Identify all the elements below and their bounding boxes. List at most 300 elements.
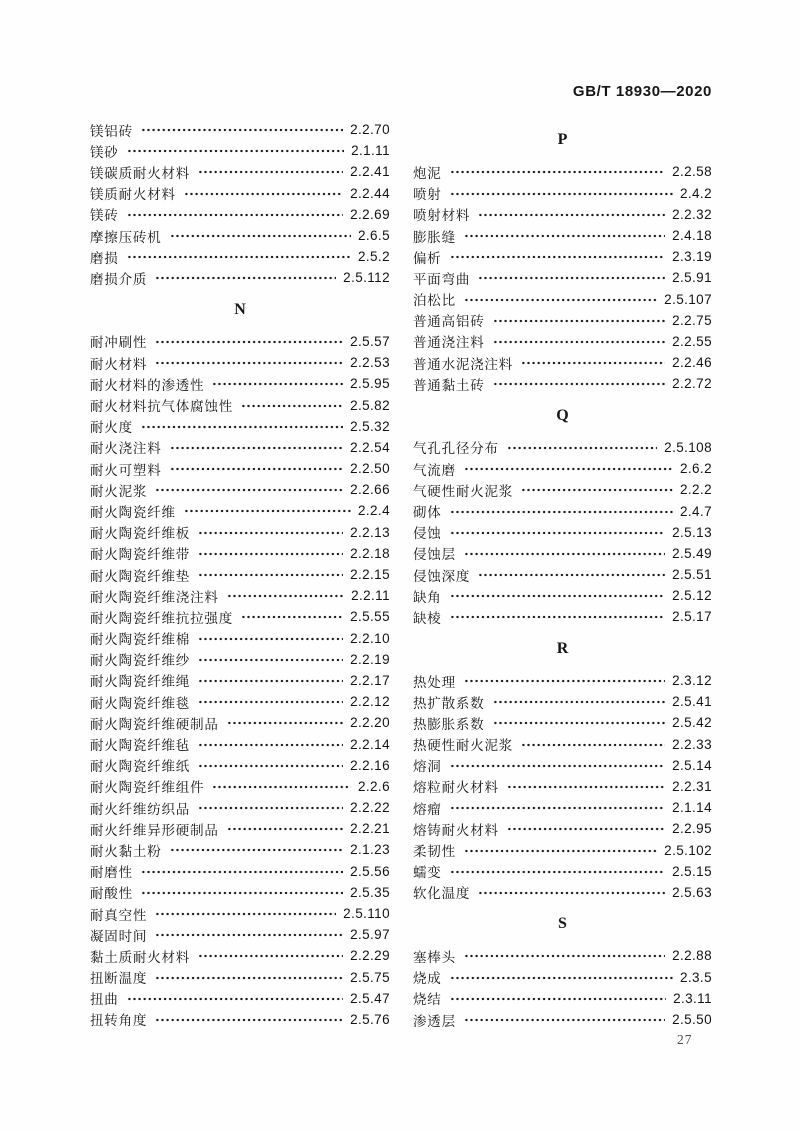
entry-clause-number: 2.2.10 (350, 630, 390, 646)
index-entry (90, 543, 390, 564)
entry-clause-number: 2.2.55 (672, 333, 712, 349)
entry-term: 熔瘤 (413, 801, 442, 817)
entry-term: 耐火陶瓷纤维棉 (90, 632, 191, 648)
index-entry (90, 691, 390, 712)
dot-leader (228, 721, 343, 725)
entry-term: 泊松比 (413, 293, 456, 309)
index-entry (413, 437, 712, 458)
index-entry (413, 945, 712, 966)
entry-clause-number: 2.5.50 (672, 1012, 712, 1028)
dot-leader (199, 573, 343, 577)
entry-term: 耐火纤维异形硬制品 (90, 822, 219, 838)
entry-term: 熔洞 (413, 759, 442, 775)
entry-clause-number: 2.5.14 (672, 757, 712, 773)
entry-clause-number: 2.5.15 (672, 863, 712, 879)
index-entry (413, 522, 712, 543)
index-entry (413, 289, 712, 310)
index-entry (413, 1009, 712, 1030)
entry-term: 磨损 (90, 250, 119, 266)
dot-leader (128, 213, 343, 217)
entry-term: 耐火陶瓷纤维浇注料 (90, 589, 219, 605)
entry-term: 渗透层 (413, 1013, 456, 1029)
dot-leader (508, 785, 665, 789)
entry-clause-number: 2.5.91 (672, 270, 712, 286)
dot-leader (128, 255, 351, 259)
index-entry (413, 458, 712, 479)
index-entry (413, 267, 712, 288)
index-entry (413, 543, 712, 564)
index-entry (90, 924, 390, 945)
entry-clause-number: 2.2.31 (672, 778, 712, 794)
dot-leader (494, 340, 666, 344)
entry-clause-number: 2.5.13 (672, 524, 712, 540)
entry-term: 耐火陶瓷纤维抗拉强度 (90, 610, 233, 626)
index-entry (413, 670, 712, 691)
section-header-P (413, 119, 712, 161)
dot-leader (451, 806, 665, 810)
index-entry (90, 776, 390, 797)
entry-term: 砌体 (413, 505, 442, 520)
index-entry (90, 416, 390, 437)
dot-leader (494, 721, 666, 725)
entry-clause-number: 2.2.44 (350, 185, 390, 201)
entry-term: 镁碳质耐火材料 (90, 165, 191, 181)
dot-leader (479, 573, 665, 577)
dot-leader (451, 170, 665, 174)
entry-term: 镁铝砖 (90, 123, 133, 139)
entry-clause-number: 2.6.5 (357, 228, 390, 244)
entry-clause-number: 2.5.56 (350, 863, 390, 879)
page-number: 27 (677, 1032, 693, 1047)
dot-leader (465, 1018, 665, 1022)
entry-clause-number: 2.2.18 (350, 545, 390, 561)
index-entry (413, 691, 712, 712)
entry-term: 镁砖 (90, 208, 119, 224)
index-entry (90, 818, 390, 839)
dot-leader (451, 764, 665, 768)
dot-leader (451, 976, 673, 980)
entry-term: 熔铸耐火材料 (413, 822, 499, 838)
index-entry (413, 755, 712, 776)
entry-clause-number: 2.2.53 (350, 355, 390, 371)
entry-term: 平面弯曲 (413, 271, 471, 287)
index-entry (90, 733, 390, 754)
index-entry (90, 882, 390, 903)
entry-term: 软化温度 (413, 886, 471, 902)
entry-term: 耐火陶瓷纤维带 (90, 547, 191, 563)
entry-clause-number: 2.2.20 (350, 715, 390, 731)
dot-leader (199, 658, 343, 662)
entry-clause-number: 2.5.75 (350, 969, 390, 985)
index-entry (90, 712, 390, 733)
dot-leader (156, 976, 343, 980)
index-entry (90, 394, 390, 415)
section-letter: N (234, 300, 246, 318)
entry-term: 扭断温度 (90, 971, 148, 987)
dot-leader (465, 467, 673, 471)
entry-clause-number: 2.2.75 (672, 312, 712, 328)
index-entry (413, 331, 712, 352)
entry-term: 偏析 (413, 250, 442, 266)
entry-clause-number: 2.5.82 (350, 397, 390, 413)
dot-leader (465, 849, 657, 853)
index-entry (90, 225, 390, 246)
dot-leader (522, 488, 673, 492)
entry-clause-number: 2.5.49 (672, 545, 712, 561)
entry-clause-number: 2.2.58 (672, 164, 712, 180)
index-entry (90, 988, 390, 1009)
index-entry (413, 161, 712, 182)
dot-leader (494, 382, 666, 386)
dot-leader (128, 149, 344, 153)
dot-leader (213, 382, 343, 386)
dot-leader (156, 933, 343, 937)
entry-clause-number: 2.2.66 (350, 482, 390, 498)
entry-clause-number: 2.4.7 (679, 503, 712, 519)
dot-leader (451, 594, 665, 598)
entry-term: 普通浇注料 (413, 335, 485, 351)
entry-clause-number: 2.5.55 (350, 609, 390, 625)
entry-term: 扭转角度 (90, 1013, 148, 1029)
dot-leader (465, 679, 665, 683)
entry-clause-number: 2.5.47 (350, 990, 390, 1006)
entry-term: 耐火陶瓷纤维 (90, 504, 176, 520)
index-entry (413, 882, 712, 903)
entry-clause-number: 2.6.2 (679, 461, 712, 477)
entry-clause-number: 2.2.6 (357, 778, 390, 794)
entry-clause-number: 2.5.41 (672, 694, 712, 710)
entry-clause-number: 2.1.14 (672, 800, 712, 816)
index-entry (413, 776, 712, 797)
entry-term: 普通高铝砖 (413, 314, 485, 330)
dot-leader (451, 510, 673, 514)
dot-leader (199, 700, 343, 704)
index-entry (413, 967, 712, 988)
index-entry (90, 204, 390, 225)
index-entry (90, 755, 390, 776)
index-entry (90, 331, 390, 352)
entry-clause-number: 2.2.32 (672, 206, 712, 222)
dot-leader (171, 234, 351, 238)
dot-leader (465, 954, 665, 958)
dot-leader (451, 997, 666, 1001)
index-entry (413, 352, 712, 373)
entry-clause-number: 2.3.11 (673, 990, 712, 1006)
index-entry (413, 500, 712, 521)
index-entry (90, 670, 390, 691)
entry-clause-number: 2.5.112 (343, 270, 390, 286)
entry-term: 炮泥 (413, 165, 442, 181)
dot-leader (242, 615, 343, 619)
entry-term: 侵蚀 (413, 526, 442, 542)
dot-leader (465, 298, 657, 302)
entry-clause-number: 2.5.110 (343, 906, 390, 922)
dot-leader (156, 1018, 343, 1022)
entry-term: 耐火纤维纺织品 (90, 801, 191, 817)
entry-term: 烧成 (413, 971, 442, 987)
entry-clause-number: 2.5.12 (672, 588, 712, 604)
dot-leader (228, 594, 344, 598)
dot-leader (451, 531, 665, 535)
entry-clause-number: 2.2.2 (679, 482, 712, 498)
entry-clause-number: 2.3.12 (672, 673, 712, 689)
entry-clause-number: 2.2.13 (350, 524, 390, 540)
entry-term: 热膨胀系数 (413, 716, 485, 732)
dot-leader (142, 128, 343, 132)
index-entry (413, 988, 712, 1009)
entry-clause-number: 2.2.88 (672, 948, 712, 964)
entry-clause-number: 2.5.2 (357, 249, 390, 265)
dot-leader (451, 870, 665, 874)
index-entry (90, 458, 390, 479)
dot-leader (156, 340, 343, 344)
dot-leader (185, 509, 351, 513)
dot-leader (494, 700, 666, 704)
dot-leader (228, 827, 343, 831)
index-entry (413, 373, 712, 394)
entry-term: 热处理 (413, 674, 456, 690)
entry-clause-number: 2.3.19 (672, 249, 712, 265)
entry-term: 耐火陶瓷纤维硬制品 (90, 716, 219, 732)
entry-term: 耐酸性 (90, 886, 133, 902)
entry-term: 耐火陶瓷纤维组件 (90, 780, 205, 796)
index-entry (90, 967, 390, 988)
entry-term: 缺角 (413, 589, 442, 605)
entry-term: 耐火度 (90, 420, 133, 436)
entry-term: 耐真空性 (90, 907, 148, 923)
index-entry (413, 839, 712, 860)
entry-term: 喷射 (413, 187, 442, 203)
dot-leader (479, 213, 665, 217)
index-entry (413, 797, 712, 818)
dot-leader (128, 997, 343, 1001)
index-entry (90, 585, 390, 606)
entry-term: 气孔孔径分布 (413, 441, 499, 457)
entry-term: 蠕变 (413, 865, 442, 881)
entry-term: 耐火黏土粉 (90, 843, 162, 859)
section-header-R (413, 628, 712, 670)
dot-leader (479, 276, 665, 280)
index-entry (90, 373, 390, 394)
index-entry (413, 861, 712, 882)
entry-term: 柔韧性 (413, 844, 456, 860)
entry-term: 凝固时间 (90, 928, 148, 944)
dot-leader (156, 912, 336, 916)
index-entry (90, 1009, 390, 1030)
entry-clause-number: 2.2.11 (351, 588, 390, 604)
entry-clause-number: 2.2.16 (350, 757, 390, 773)
entry-clause-number: 2.5.51 (672, 567, 712, 583)
entry-clause-number: 2.5.107 (664, 291, 712, 307)
entry-clause-number: 2.2.33 (672, 736, 712, 752)
entry-term: 塞棒头 (413, 949, 456, 965)
dot-leader (171, 848, 344, 852)
dot-leader (199, 743, 343, 747)
entry-clause-number: 2.2.15 (350, 567, 390, 583)
index-entry (90, 797, 390, 818)
dot-leader (465, 234, 665, 238)
entry-clause-number: 2.5.97 (350, 927, 390, 943)
entry-term: 镁砂 (90, 144, 119, 160)
entry-term: 耐火泥浆 (90, 483, 148, 499)
index-column-right (413, 119, 712, 1030)
entry-clause-number: 2.2.41 (350, 164, 390, 180)
entry-clause-number: 2.1.23 (350, 842, 390, 858)
index-entry (90, 649, 390, 670)
index-entry (413, 564, 712, 585)
index-entry (90, 183, 390, 204)
entry-clause-number: 2.4.18 (672, 228, 712, 244)
entry-term: 耐火陶瓷纤维毡 (90, 738, 191, 754)
index-entry (413, 479, 712, 500)
entry-clause-number: 2.5.76 (350, 1011, 390, 1027)
index-entry (413, 606, 712, 627)
entry-term: 普通水泥浇注料 (413, 356, 514, 372)
dot-leader (199, 679, 343, 683)
dot-leader (522, 361, 665, 365)
entry-term: 耐火陶瓷纤维纱 (90, 653, 191, 669)
dot-leader (171, 446, 344, 450)
dot-leader (199, 954, 343, 958)
entry-clause-number: 2.2.17 (350, 672, 390, 688)
section-letter: P (557, 131, 568, 149)
dot-leader (494, 319, 666, 323)
entry-term: 耐火材料抗气体腐蚀性 (90, 399, 233, 415)
dot-leader (199, 806, 343, 810)
entry-clause-number: 2.2.46 (672, 355, 712, 371)
entry-term: 缺棱 (413, 610, 442, 626)
index-entry (90, 522, 390, 543)
entry-clause-number: 2.2.12 (350, 694, 390, 710)
index-entry (90, 479, 390, 500)
index-entry (90, 839, 390, 860)
entry-term: 侵蚀层 (413, 547, 456, 563)
index-entry (90, 628, 390, 649)
entry-clause-number: 2.5.17 (672, 609, 712, 625)
entry-term: 侵蚀深度 (413, 568, 471, 584)
standard-number-header: GB/T 18930—2020 (572, 83, 712, 100)
entry-clause-number: 2.2.54 (350, 439, 390, 455)
entry-term: 热硬性耐火泥浆 (413, 738, 514, 754)
entry-clause-number: 2.5.32 (350, 418, 390, 434)
dot-leader (199, 764, 343, 768)
entry-clause-number: 2.5.95 (350, 376, 390, 392)
dot-leader (199, 552, 343, 556)
dot-leader (156, 361, 343, 365)
entry-clause-number: 2.2.22 (350, 800, 390, 816)
dot-leader (508, 446, 657, 450)
entry-clause-number: 2.5.42 (672, 715, 712, 731)
entry-term: 耐冲刷性 (90, 335, 148, 351)
index-entry (90, 267, 390, 288)
entry-clause-number: 2.2.21 (350, 821, 390, 837)
entry-term: 熔粒耐火材料 (413, 780, 499, 796)
index-entry (90, 161, 390, 182)
entry-term: 气硬性耐火泥浆 (413, 483, 514, 499)
index-entry (413, 183, 712, 204)
index-entry (90, 119, 390, 140)
index-entry (413, 225, 712, 246)
entry-term: 耐磨性 (90, 865, 133, 881)
entry-term: 摩擦压砖机 (90, 229, 162, 245)
entry-term: 黏土质耐火材料 (90, 949, 191, 965)
dot-leader (242, 404, 343, 408)
entry-clause-number: 2.2.70 (350, 122, 390, 138)
entry-term: 耐火陶瓷纤维纸 (90, 759, 191, 775)
dot-leader (451, 615, 665, 619)
entry-term: 膨胀缝 (413, 229, 456, 245)
dot-leader (451, 192, 673, 196)
entry-term: 耐火材料 (90, 356, 148, 372)
entry-term: 气流磨 (413, 462, 456, 478)
dot-leader (142, 870, 343, 874)
entry-clause-number: 2.2.69 (350, 206, 390, 222)
dot-leader (156, 276, 336, 280)
dot-leader (199, 531, 343, 535)
entry-clause-number: 2.5.35 (350, 884, 390, 900)
dot-leader (451, 255, 665, 259)
dot-leader (199, 637, 343, 641)
entry-term: 热扩散系数 (413, 695, 485, 711)
entry-clause-number: 2.2.95 (672, 821, 712, 837)
section-letter: Q (556, 406, 569, 424)
index-entry (90, 606, 390, 627)
index-entry (90, 437, 390, 458)
entry-clause-number: 2.1.11 (351, 143, 390, 159)
entry-term: 耐火材料的渗透性 (90, 377, 205, 393)
index-entry (413, 818, 712, 839)
dot-leader (171, 467, 344, 471)
section-letter: R (556, 639, 569, 657)
entry-term: 耐火浇注料 (90, 441, 162, 457)
dot-leader (213, 785, 351, 789)
index-entry (413, 585, 712, 606)
entry-clause-number: 2.2.29 (350, 948, 390, 964)
dot-leader (479, 891, 665, 895)
index-column-left (90, 119, 390, 1030)
entry-clause-number: 2.5.102 (664, 842, 712, 858)
section-header-Q (413, 394, 712, 436)
entry-term: 耐火陶瓷纤维绳 (90, 674, 191, 690)
index-entry (413, 246, 712, 267)
section-header-S (413, 903, 712, 945)
index-entry (90, 564, 390, 585)
index-entry (90, 246, 390, 267)
entry-clause-number: 2.4.2 (679, 185, 712, 201)
index-entry (413, 712, 712, 733)
entry-term: 耐火陶瓷纤维毯 (90, 695, 191, 711)
entry-term: 磨损介质 (90, 271, 148, 287)
entry-clause-number: 2.5.108 (664, 439, 712, 455)
entry-term: 耐火陶瓷纤维垫 (90, 568, 191, 584)
index-entry (90, 945, 390, 966)
section-header-N (90, 289, 390, 331)
section-letter: S (558, 915, 567, 933)
entry-clause-number: 2.2.4 (357, 503, 390, 519)
index-entry (413, 310, 712, 331)
dot-leader (156, 488, 343, 492)
entry-clause-number: 2.2.50 (350, 461, 390, 477)
dot-leader (508, 827, 665, 831)
index-entry (90, 500, 390, 521)
entry-clause-number: 2.2.14 (350, 736, 390, 752)
dot-leader (185, 192, 343, 196)
dot-leader (142, 891, 343, 895)
dot-leader (199, 170, 343, 174)
index-entry (90, 903, 390, 924)
entry-clause-number: 2.5.57 (350, 333, 390, 349)
entry-term: 扭曲 (90, 992, 119, 1008)
